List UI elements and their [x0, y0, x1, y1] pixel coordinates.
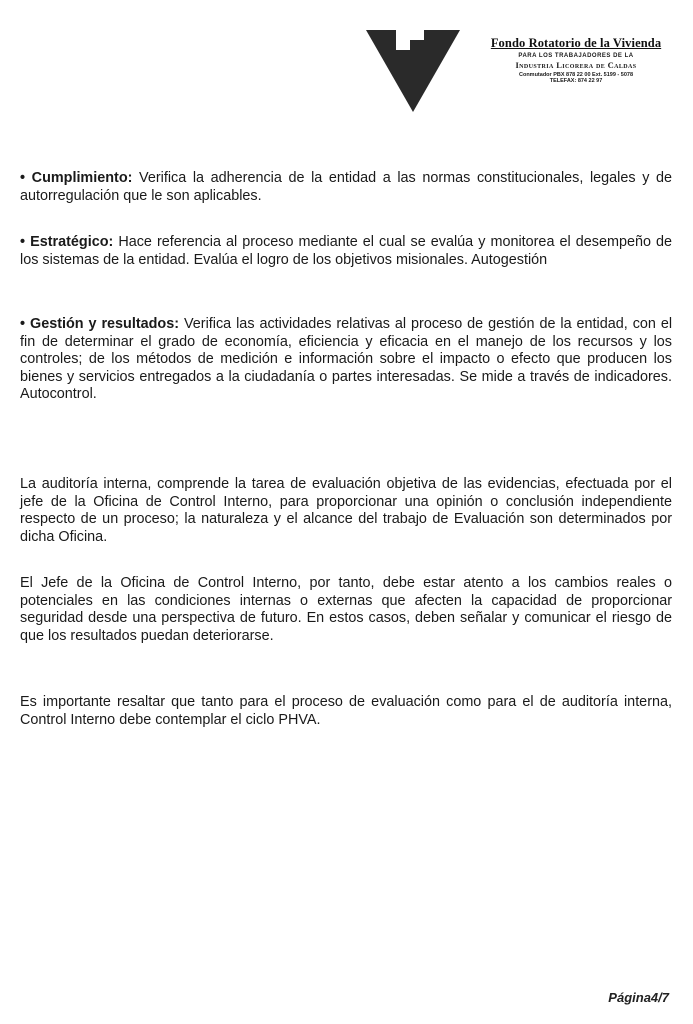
organization-telefax: TELEFAX: 874 22 97 [549, 78, 603, 84]
bullet-marker: • [20, 170, 26, 186]
paragraph-phva: Es importante resaltar que tanto para el proceso de evaluación como para el de auditoría interna, Control Interno debe contemplar el ciclo PHVA. [20, 694, 672, 728]
bullet-text: Hace referencia al proceso mediante el cual se evalúa y monitorea el desempeño de los sistemas de la entidad. Evalúa el logro de los objetivos misionales. Autogestión [20, 234, 673, 268]
letterhead [366, 28, 686, 118]
organization-name: Fondo Rotatorio de la Vivienda [490, 36, 662, 50]
organization-industry: Industria Licorera de Caldas [515, 60, 637, 70]
organization-info [466, 36, 686, 84]
fondo-logo-icon [366, 28, 460, 112]
bullet-cumplimiento [20, 170, 672, 205]
bullet-marker: • [20, 234, 26, 250]
paragraph-jefe-oficina: El Jefe de la Oficina de Control Interno, por tanto, debe estar atento a los cambios reales o potenciales en las condiciones internas o externas que afecten la capacidad de proporcionar seguridad desde una perspectiva de futuro. En estos casos, deben señalar y comunicar el riesgo de que los resultados puedan deteriorarse. [20, 575, 672, 644]
bullet-text: Verifica la adherencia de la entidad a las normas constitucionales, legales y de autorregulación que le son aplicables. [20, 170, 673, 204]
bullet-estrategico [20, 234, 672, 269]
bullet-marker: • [20, 316, 26, 332]
organization-phone: Conmutador PBX 878 22 00 Ext. 5199 - 5078 [518, 72, 634, 78]
organization-subtitle: PARA LOS TRABAJADORES DE LA [518, 53, 634, 59]
bullet-term: Gestión y resultados: [30, 316, 180, 332]
bullet-term: Estratégico: [30, 234, 114, 250]
paragraph-auditoria: La auditoría interna, comprende la tarea de evaluación objetiva de las evidencias, efectuada por el jefe de la Oficina de Control Interno, para proporcionar una opinión o conclusión independiente respecto de un proceso; la naturaleza y el alcance del trabajo de Evaluación son determinados por dicha Oficina. [20, 476, 672, 545]
bullet-term: Cumplimiento: [31, 170, 133, 186]
bullet-text: Verifica las actividades relativas al proceso de gestión de la entidad, con el fin de determinar el grado de economía, eficiencia y eficacia en el manejo de los recursos y los controles; de los métodos de medición e información sobre el impacto o efecto que producen los bienes y servicios entregados a la ciudadanía o partes interesadas. Se mide a través de indicadores. Autocontrol. [20, 316, 673, 402]
bullet-gestion-resultados [20, 316, 672, 404]
page-number: Página4/7 [608, 990, 669, 1005]
